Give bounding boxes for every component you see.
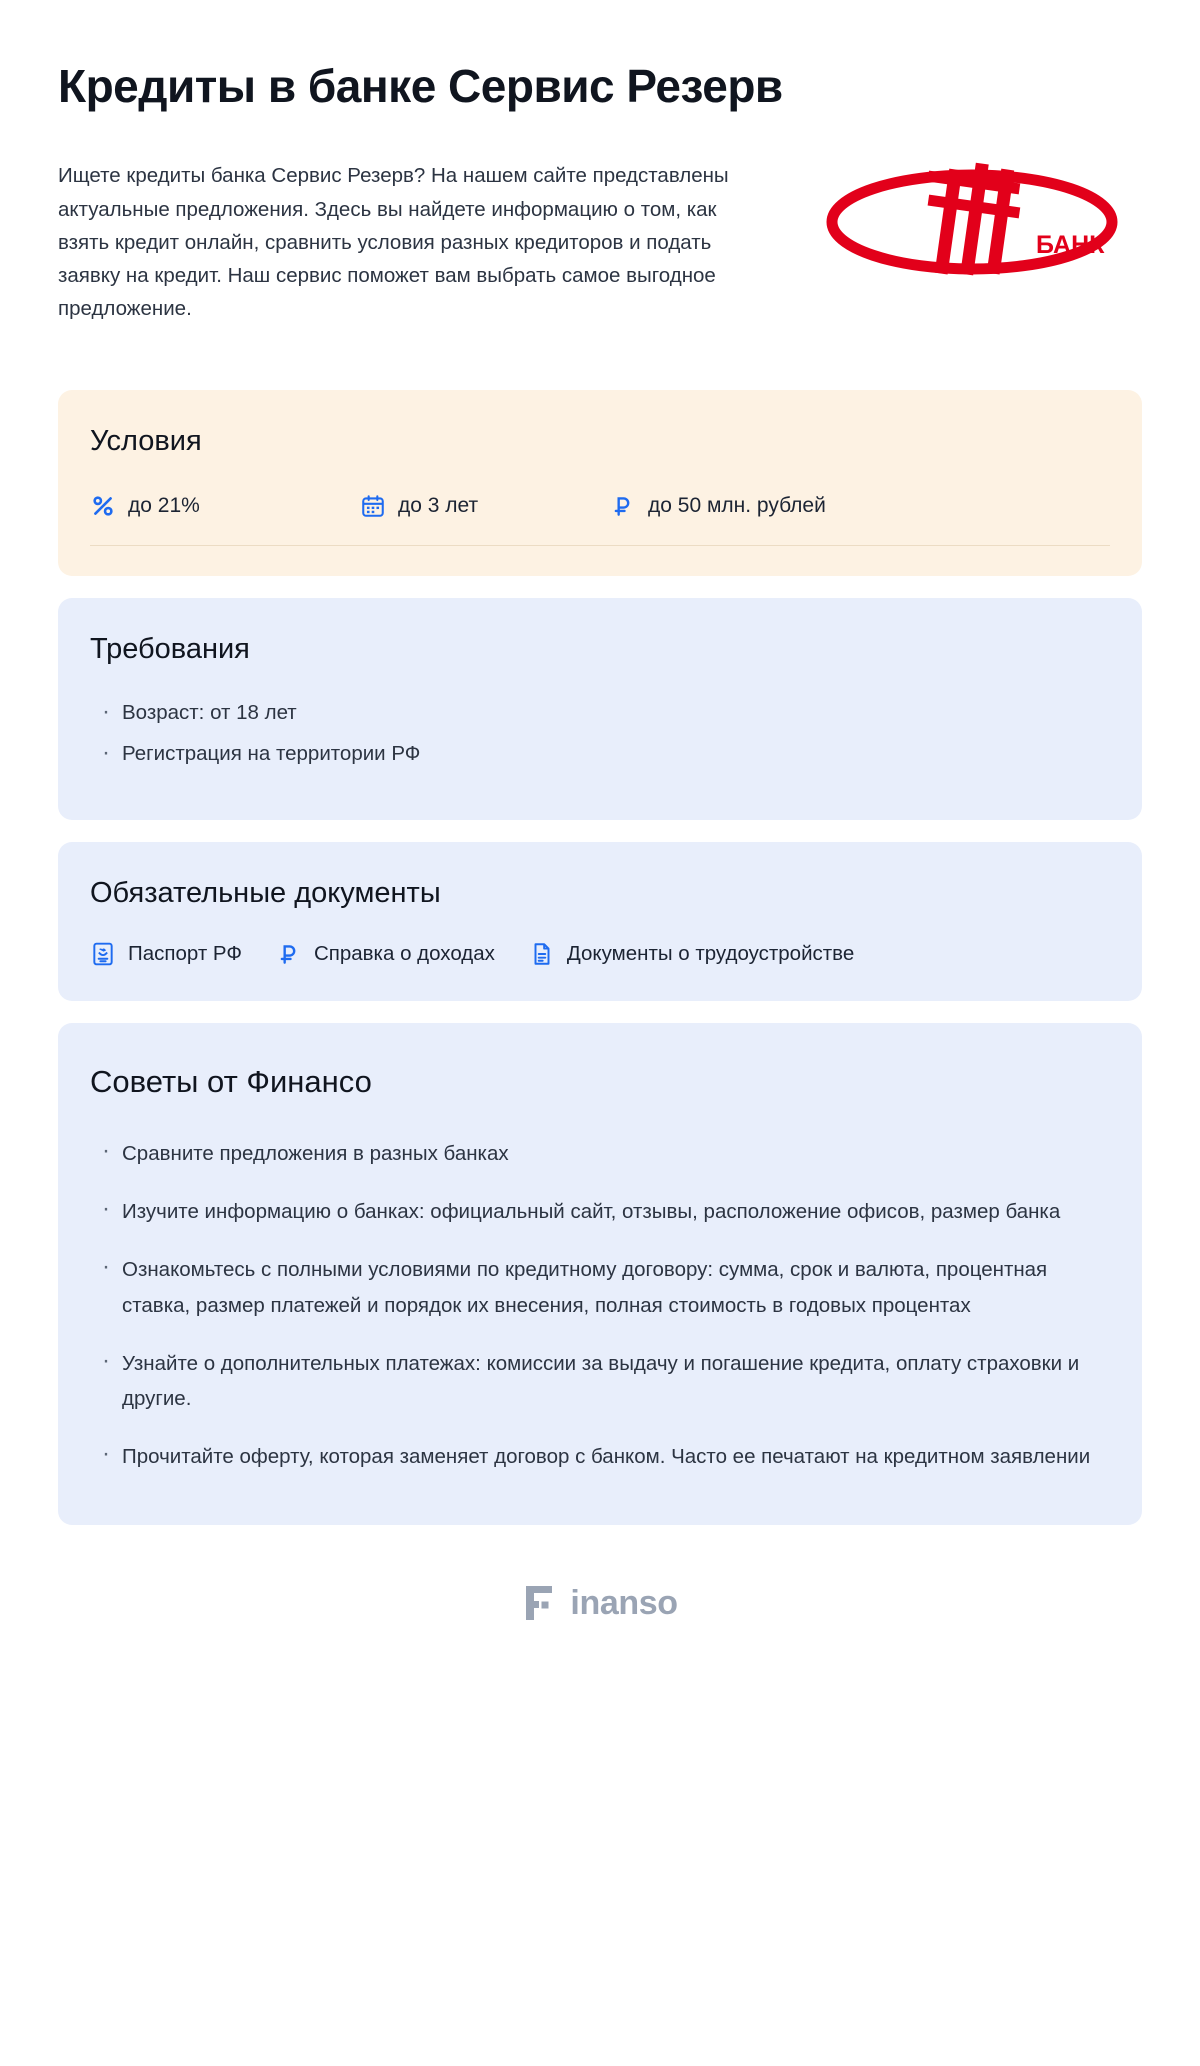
requirements-card: [58, 598, 1142, 820]
document-employment: [529, 941, 854, 967]
list-item: · Ознакомьтесь с полными условиями по кредитному договору: сумма, срок и валюта, процентная ставка, размер платежей и порядок их внесения, полная стоимость в годовых процентах: [96, 1252, 1106, 1324]
list-item: · Узнайте о дополнительных платежах: комиссии за выдачу и погашение кредита, оплату страховки и другие.: [96, 1346, 1106, 1418]
document-employment-label: Документы о трудоустройстве: [566, 941, 855, 965]
list-item: · Возраст: от 18 лет: [96, 697, 1110, 729]
tips-title: Советы от Финансо: [90, 1063, 372, 1099]
conditions-row: [90, 493, 1110, 546]
list-item: · Прочитайте оферту, которая заменяет договор с банком. Часто ее печатают на кредитном заявлении: [96, 1439, 1106, 1475]
list-item: · Изучите информацию о банках: официальный сайт, отзывы, расположение офисов, размер банка: [96, 1194, 1106, 1230]
condition-amount-label: до 50 млн. рублей: [648, 493, 826, 517]
intro-section: [58, 139, 1142, 346]
condition-rate: [90, 493, 360, 519]
ruble-icon: [276, 941, 302, 967]
condition-rate-label: до 21%: [128, 493, 200, 517]
finanso-logo-icon: [522, 1583, 560, 1623]
document-icon: [529, 941, 555, 967]
condition-term: [360, 493, 610, 519]
documents-card: [58, 842, 1142, 1001]
document-passport: [90, 941, 242, 967]
calendar-icon: [360, 493, 386, 519]
conditions-title: Условия: [90, 424, 202, 457]
requirements-list: [90, 697, 1110, 777]
documents-title: Обязательные документы: [90, 877, 441, 910]
bank-logo-word: БАНК: [1036, 230, 1105, 259]
requirements-title: Требования: [90, 632, 250, 665]
documents-row: [90, 941, 1110, 971]
footer-brand: inanso: [570, 1583, 678, 1622]
conditions-card: [58, 390, 1142, 576]
list-item: · Регистрация на территории РФ: [96, 738, 1110, 770]
bank-logo-icon: [822, 157, 1122, 287]
footer: [58, 1547, 1142, 1637]
condition-amount: [610, 493, 826, 519]
document-income-label: Справка о доходах: [313, 941, 495, 965]
passport-icon: [90, 941, 116, 967]
ruble-icon: [610, 493, 636, 519]
tips-list: [90, 1136, 1110, 1481]
tips-card: [58, 1023, 1142, 1525]
page-title: Кредиты в банке Сервис Резерв: [58, 60, 783, 112]
document-income: [276, 941, 495, 967]
percent-icon: [90, 493, 116, 519]
bank-logo: [802, 139, 1142, 287]
condition-term-label: до 3 лет: [398, 493, 479, 517]
list-item: · Сравните предложения в разных банках: [96, 1136, 1106, 1172]
document-passport-label: Паспорт РФ: [128, 941, 242, 965]
intro-paragraph: Ищете кредиты банка Сервис Резерв? На нашем сайте представлены актуальные предложения. Здесь вы найдете информацию о том, как взять кредит онлайн, сравнить условия разных кредиторов и подать заявку на кредит. Наш сервис поможет вам выбрать самое выгодное предложение.: [58, 164, 729, 321]
